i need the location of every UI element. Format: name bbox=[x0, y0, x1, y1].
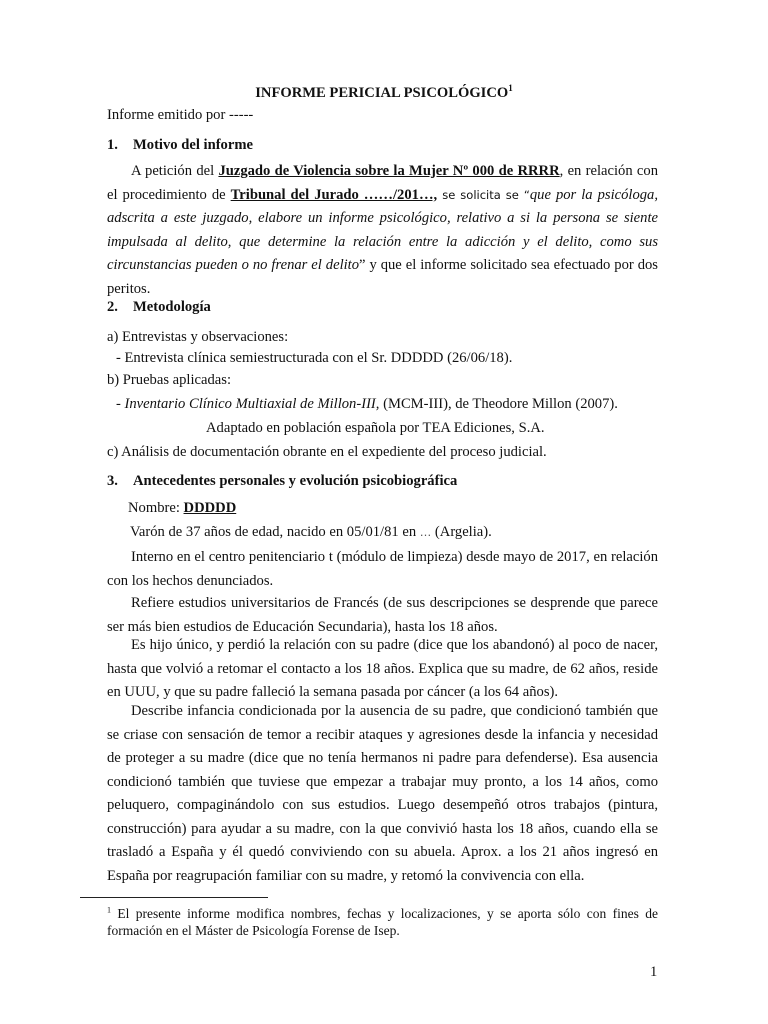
request-quote: que por la psicóloga, adscrita a este juzgado, elabore un informe psicológico, relativo a si la persona se siente impulsada al delito, que determine la relación entre la adicción y el delito, como sus circunstancias pueden o no frenar el delito bbox=[107, 186, 658, 273]
section-heading-motivo: 1. Motivo del informe bbox=[107, 137, 253, 153]
paragraph-prison: Interno en el centro penitenciario t (módulo de limpieza) desde mayo de 2017, en relación con los hechos denunciados. bbox=[107, 549, 658, 589]
method-b-item-adaptation: Adaptado en población española por TEA Ediciones, S.A. bbox=[206, 420, 545, 436]
court-name: Juzgado de Violencia sobre la Mujer Nº 000 de RRRR bbox=[218, 163, 560, 179]
footnote: $^1$ El presente informe modifica nombres, fechas y localizaciones, y se aporta sólo con fines de formación en el Máster de Psicología Forense de Isep. bbox=[107, 905, 658, 938]
tribunal-name: Tribunal del Jurado ……/201…, bbox=[230, 186, 438, 203]
footnote-reference: 1 bbox=[508, 83, 513, 94]
method-b: b) Pruebas aplicadas: bbox=[107, 372, 232, 388]
paragraph-studies: Refiere estudios universitarios de Francés (de sus descripciones se desprende que parece ser más bien estudios de Educación Secundaria), hasta los 18 años. bbox=[107, 595, 658, 635]
footnote-separator bbox=[80, 897, 268, 898]
section-heading-antecedentes: 3. Antecedentes personales y evolución psicobiográfica bbox=[107, 473, 458, 489]
page-number: 1 bbox=[650, 964, 658, 980]
paragraph-childhood: Describe infancia condicionada por la ausencia de su padre, que condicionó también que se criase con sensación de temor a recibir ataques y agresiones desde la infancia y necesidad de proteger a su madre (dice que no tenía hermanos ni padre para defenderse). Esa ausencia condicionó también que tuviese que empezar a trabajar muy pronto, a los 14 años, como peluquero, compaginándolo con sus estudios. Luego desempeñó otros trabajos (pintura, construcción) para ayudar a su madre, con la que convivió hasta los 18 años, cuando ella se trasladó a España y él quedó conviviendo con su abuela. Aprox. a los 21 años ingresó en España por reagrupación familiar con su madre, y retomó la convivencia con ella. bbox=[107, 703, 658, 884]
paragraph-motivo: A petición del Juzgado de Violencia sobre la Mujer Nº 000 de RRRR, en relación con el procedimiento de Tribunal del Jurado ……/201…, se solicita se “que por la psicóloga, adscrita a este juzgado, elabore un informe psicológico, relativo a si la persona se siente impulsada al delito, que determine la relación entre la adicción y el delito, como sus circunstancias pueden o no frenar el delito” y que el informe solicitado sea efectuado por dos peritos. bbox=[107, 163, 658, 297]
method-a: a) Entrevistas y observaciones: bbox=[107, 329, 289, 345]
paragraph-family: Es hijo único, y perdió la relación con su padre (dice que los abandonó) al poco de nacer, hasta que volvió a retomar el contacto a los 18 años. Explica que su madre, de 62 años, reside en UUU, y que su padre falleció la semana pasada por cáncer (a los 64 años). bbox=[107, 637, 658, 700]
report-title: INFORME PERICIAL PSICOLÓGICO$^1$ bbox=[255, 83, 513, 101]
issued-by: Informe emitido por ----- bbox=[107, 107, 254, 123]
method-a-item: - Entrevista clínica semiestructurada con el Sr. DDDDD (26/06/18). bbox=[116, 350, 513, 366]
section-heading-metodologia: 2. Metodología bbox=[107, 299, 211, 315]
method-b-item: - Inventario Clínico Multiaxial de Millon-III, (MCM-III), de Theodore Millon (2007). bbox=[116, 396, 618, 412]
subject-name: Nombre: DDDDD bbox=[128, 500, 237, 516]
method-c: c) Análisis de documentación obrante en el expediente del proceso judicial. bbox=[107, 444, 547, 460]
paragraph-birth: Varón de 37 años de edad, nacido en 05/01/81 en … (Argelia). bbox=[130, 524, 492, 540]
